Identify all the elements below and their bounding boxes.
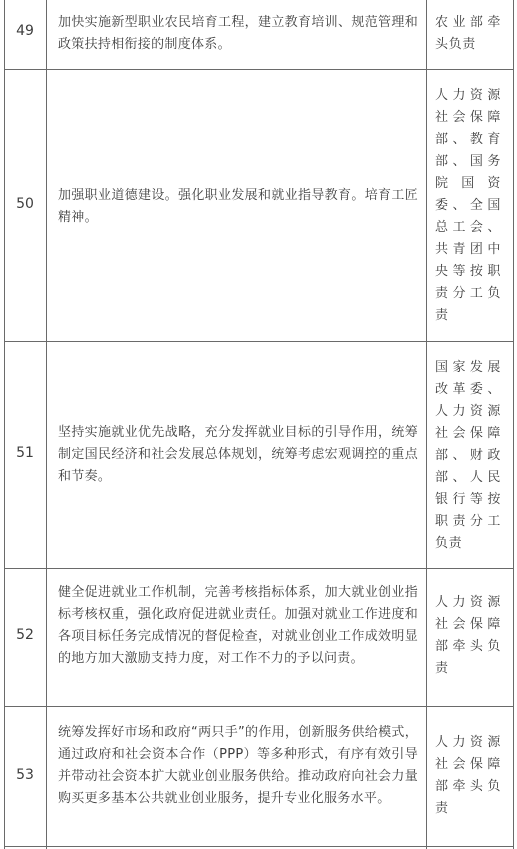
row-number: 50	[16, 196, 34, 212]
row-border	[4, 706, 514, 707]
row-border	[4, 846, 514, 847]
row-measure: 加快实施新型职业农民培育工程，建立教育培训、规范管理和政策扶持相衔接的制度体系。	[58, 15, 418, 52]
row-number: 53	[16, 767, 34, 783]
row-measure: 加强职业道德建设。强化职业发展和就业指导教育。培育工匠精神。	[58, 188, 418, 225]
row-number: 51	[16, 445, 34, 461]
row-responsible: 人力资源社会保障部牵头负责	[435, 735, 501, 816]
column-border	[426, 0, 427, 849]
row-number: 49	[16, 23, 34, 39]
row-responsible: 农业部牵头负责	[435, 15, 501, 52]
row-number: 52	[16, 627, 34, 643]
row-responsible: 国家发展改革委、人力资源社会保障部、财政部、人民银行等按职责分工负责	[435, 360, 501, 551]
column-border	[513, 0, 514, 849]
row-border	[4, 568, 514, 569]
column-border	[4, 0, 5, 849]
row-responsible: 人力资源社会保障部、教育部、国务院国资委、全国总工会、共青团中央等按职责分工负责	[435, 88, 501, 323]
row-responsible: 人力资源社会保障部牵头负责	[435, 595, 501, 676]
row-measure: 坚持实施就业优先战略，充分发挥就业目标的引导作用，统筹制定国民经济和社会发展总体规划，统筹考虑宏观调控的重点和节奏。	[58, 425, 418, 484]
row-measure: 健全促进就业工作机制，完善考核指标体系，加大就业创业指标考核权重，强化政府促进就业责任。加强对就业工作进度和各项目标任务完成情况的督促检查，对就业创业工作成效明显的地方加大激励支持力度，对工作不力的予以问责。	[58, 585, 418, 666]
row-measure: 统筹发挥好市场和政府“两只手”的作用，创新服务供给模式，通过政府和社会资本合作（PPP）等多种形式，有序有效引导并带动社会资本扩大就业创业服务供给。推动政府向社会力量购买更多基本公共就业创业服务，提升专业化服务水平。	[58, 725, 418, 806]
row-border	[4, 341, 514, 342]
column-border	[46, 0, 47, 849]
row-border	[4, 69, 514, 70]
